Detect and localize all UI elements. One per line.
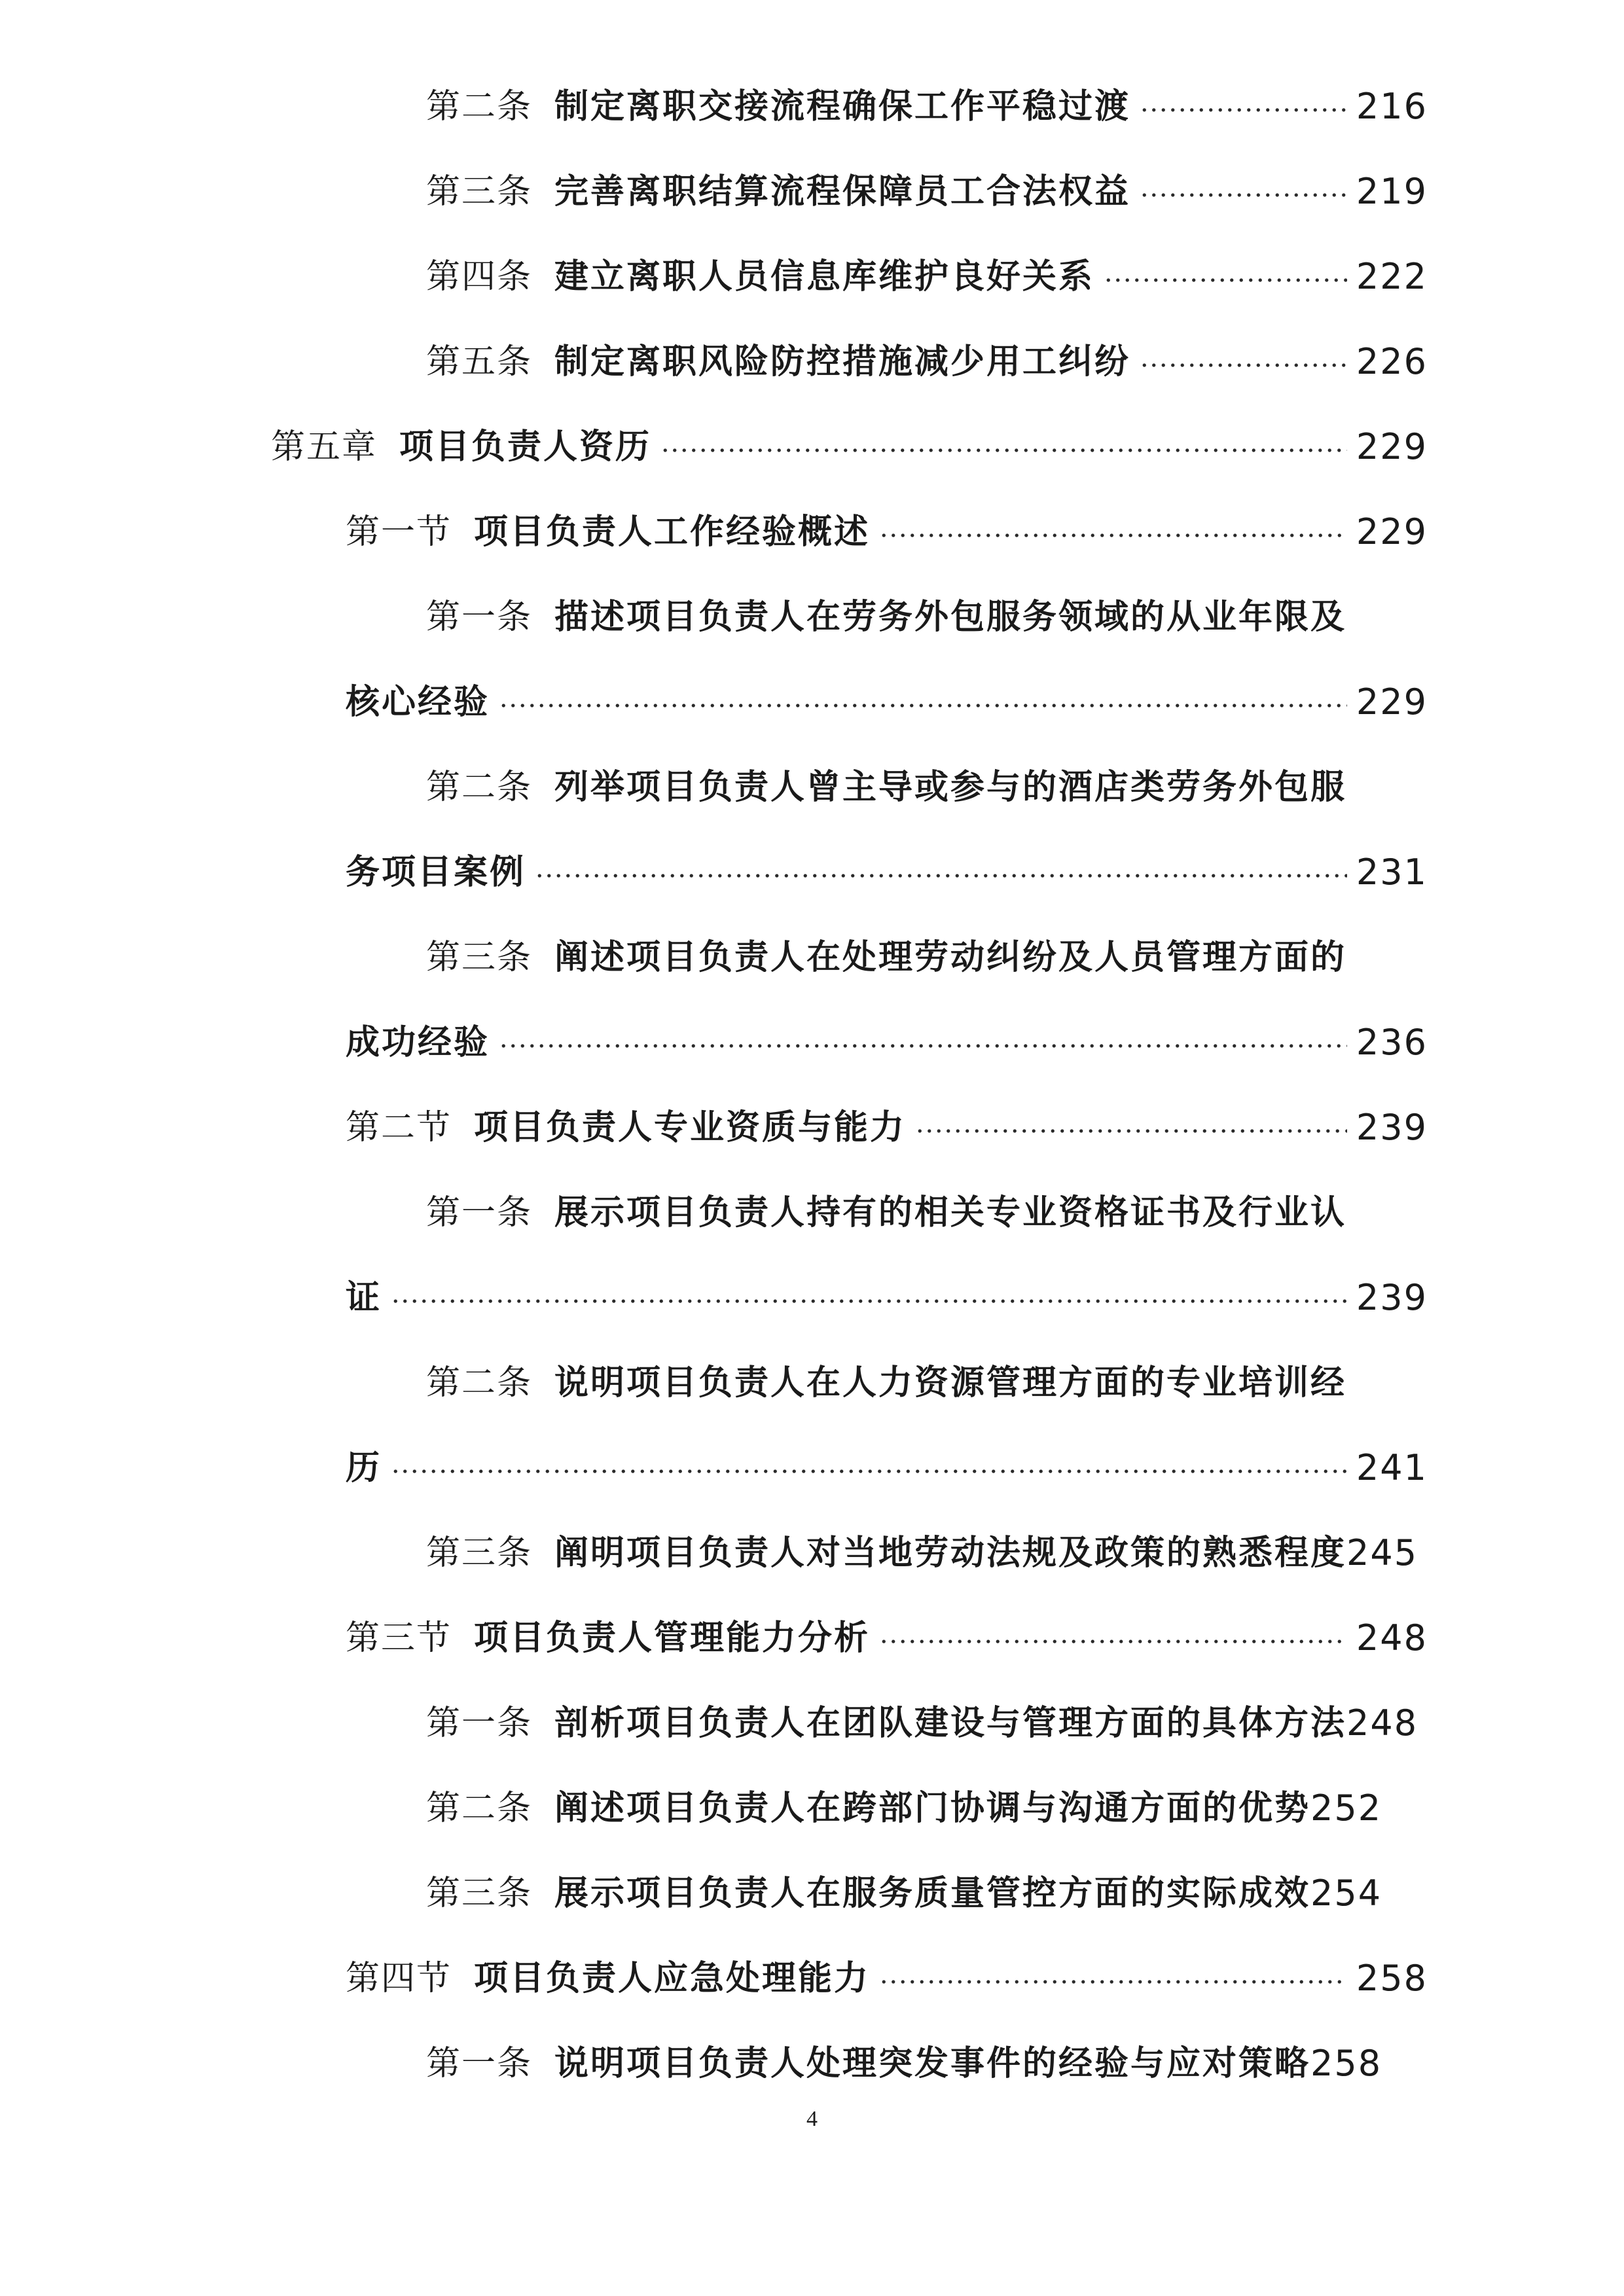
- dot-leader: [535, 873, 1347, 878]
- toc-entry-title-continuation: 务项目案例: [346, 852, 526, 892]
- dot-leader: [915, 1128, 1347, 1134]
- toc-entry-number: 第三条: [426, 172, 533, 211]
- toc-entry-page-number: 229: [1356, 511, 1428, 552]
- toc-entry-title: 项目负责人专业资质与能力: [474, 1107, 907, 1147]
- toc-entry-number: 第一条: [426, 598, 533, 637]
- toc-entry-number: 第一条: [426, 2044, 533, 2083]
- toc-entry-page-number: 229: [1356, 426, 1428, 467]
- toc-entry-article[interactable]: [426, 751, 1428, 823]
- toc-entry-article[interactable]: [426, 581, 1428, 653]
- dot-leader: [1140, 363, 1347, 368]
- toc-entry-title: 展示项目负责人持有的相关专业资格证书及行业认: [554, 1193, 1347, 1232]
- toc-entry-page-number: 248: [1356, 1617, 1428, 1659]
- dot-leader: [1140, 107, 1347, 113]
- toc-entry-article[interactable]: [426, 2028, 1480, 2100]
- toc-entry-article[interactable]: [426, 156, 1428, 228]
- toc-entry-page-number: 258: [1310, 2043, 1382, 2084]
- dot-leader: [499, 1043, 1347, 1049]
- toc-entry-continuation[interactable]: [346, 1262, 1428, 1334]
- toc-entry-chapter[interactable]: [271, 411, 1428, 483]
- toc-entry-page-number: 226: [1356, 341, 1428, 382]
- toc-entry-title: 描述项目负责人在劳务外包服务领域的从业年限及: [554, 597, 1347, 637]
- toc-entry-title: 制定离职风险防控措施减少用工纠纷: [554, 342, 1131, 382]
- toc-entry-title: 项目负责人应急处理能力: [474, 1958, 871, 1998]
- toc-entry-title: 说明项目负责人在人力资源管理方面的专业培训经: [554, 1363, 1347, 1403]
- toc-entry-title: 列举项目负责人曾主导或参与的酒店类劳务外包服: [554, 767, 1347, 807]
- toc-entry-article[interactable]: [426, 1687, 1480, 1759]
- toc-entry-section[interactable]: [346, 496, 1428, 568]
- toc-entry-number: 第二条: [426, 87, 533, 126]
- toc-entry-title: 说明项目负责人处理突发事件的经验与应对策略: [554, 2043, 1311, 2083]
- toc-entry-page-number: 248: [1346, 1702, 1418, 1744]
- toc-entry-section[interactable]: [346, 1602, 1428, 1674]
- toc-entry-title: 阐述项目负责人在处理劳动纠纷及人员管理方面的: [554, 937, 1347, 977]
- toc-entry-number: 第二条: [426, 1789, 533, 1828]
- toc-entry-article[interactable]: [426, 1177, 1428, 1249]
- toc-entry-article[interactable]: [426, 1857, 1480, 1929]
- toc-entry-title: 项目负责人工作经验概述: [474, 512, 871, 552]
- page-number-footer: 4: [806, 2107, 818, 2131]
- toc-entry-article[interactable]: [426, 71, 1428, 143]
- toc-entry-title: 阐述项目负责人在跨部门协调与沟通方面的优势: [554, 1788, 1311, 1828]
- toc-entry-article[interactable]: [426, 1517, 1480, 1589]
- toc-entry-number: 第五条: [426, 342, 533, 382]
- toc-entry-title-continuation: 成功经验: [346, 1022, 490, 1062]
- toc-entry-title: 建立离职人员信息库维护良好关系: [554, 257, 1095, 296]
- toc-entry-article[interactable]: [426, 326, 1428, 398]
- toc-entry-number: 第四节: [346, 1959, 452, 1998]
- toc-entry-page-number: 241: [1356, 1447, 1428, 1488]
- toc-entry-continuation[interactable]: [346, 666, 1428, 738]
- toc-entry-page-number: 216: [1356, 86, 1428, 127]
- dot-leader: [879, 533, 1347, 538]
- toc-entry-title: 项目负责人管理能力分析: [474, 1618, 871, 1658]
- toc-entry-article[interactable]: [426, 1347, 1428, 1419]
- toc-entry-continuation[interactable]: [346, 1432, 1428, 1504]
- toc-entry-number: 第二条: [426, 1363, 533, 1403]
- toc-entry-title: 项目负责人资历: [399, 427, 652, 467]
- toc-entry-page-number: 219: [1356, 171, 1428, 212]
- dot-leader: [391, 1299, 1347, 1304]
- toc-entry-title: 完善离职结算流程保障员工合法权益: [554, 171, 1131, 211]
- toc-entry-number: 第三条: [426, 1534, 533, 1573]
- toc-entry-article[interactable]: [426, 1772, 1480, 1844]
- toc-entry-title-continuation: 核心经验: [346, 682, 490, 722]
- toc-entry-section[interactable]: [346, 1092, 1428, 1164]
- toc-entry-title: 剖析项目负责人在团队建设与管理方面的具体方法: [554, 1703, 1347, 1743]
- toc-entry-article[interactable]: [426, 922, 1428, 994]
- toc-entry-page-number: 252: [1310, 1787, 1382, 1829]
- toc-entry-title-continuation: 证: [346, 1278, 382, 1318]
- toc-entry-number: 第一条: [426, 1704, 533, 1743]
- toc-entry-continuation[interactable]: [346, 1007, 1428, 1079]
- toc-entry-number: 第一条: [426, 1193, 533, 1232]
- toc-entry-page-number: 245: [1346, 1532, 1418, 1573]
- toc-entry-number: 第四条: [426, 257, 533, 296]
- dot-leader: [879, 1979, 1347, 1984]
- dot-leader: [1104, 278, 1347, 283]
- toc-entry-number: 第二条: [426, 768, 533, 807]
- toc-entry-continuation[interactable]: [346, 836, 1428, 908]
- toc-entry-page-number: 222: [1356, 256, 1428, 297]
- dot-leader: [391, 1469, 1347, 1474]
- toc-entry-title: 制定离职交接流程确保工作平稳过渡: [554, 86, 1131, 126]
- toc-entry-page-number: 229: [1356, 681, 1428, 723]
- toc-entry-title: 阐明项目负责人对当地劳动法规及政策的熟悉程度: [554, 1533, 1347, 1573]
- toc-entry-section[interactable]: [346, 1943, 1428, 2015]
- toc-entry-page-number: 236: [1356, 1022, 1428, 1063]
- toc-entry-number: 第一节: [346, 512, 452, 552]
- toc-entry-page-number: 254: [1310, 1873, 1382, 1914]
- toc-entry-number: 第五章: [271, 427, 378, 467]
- toc-entry-number: 第三条: [426, 938, 533, 977]
- toc-entry-number: 第二节: [346, 1108, 452, 1147]
- toc-entry-title: 展示项目负责人在服务质量管控方面的实际成效: [554, 1873, 1311, 1913]
- dot-leader: [660, 448, 1347, 453]
- toc-entry-page-number: 231: [1356, 852, 1428, 893]
- dot-leader: [879, 1639, 1347, 1644]
- toc-entry-page-number: 258: [1356, 1958, 1428, 1999]
- toc-entry-number: 第三条: [426, 1874, 533, 1913]
- toc-entry-title-continuation: 历: [346, 1448, 382, 1488]
- toc-entry-page-number: 239: [1356, 1277, 1428, 1318]
- dot-leader: [499, 703, 1347, 708]
- toc-entry-page-number: 239: [1356, 1107, 1428, 1148]
- toc-entry-number: 第三节: [346, 1619, 452, 1658]
- toc-entry-article[interactable]: [426, 241, 1428, 313]
- dot-leader: [1140, 192, 1347, 198]
